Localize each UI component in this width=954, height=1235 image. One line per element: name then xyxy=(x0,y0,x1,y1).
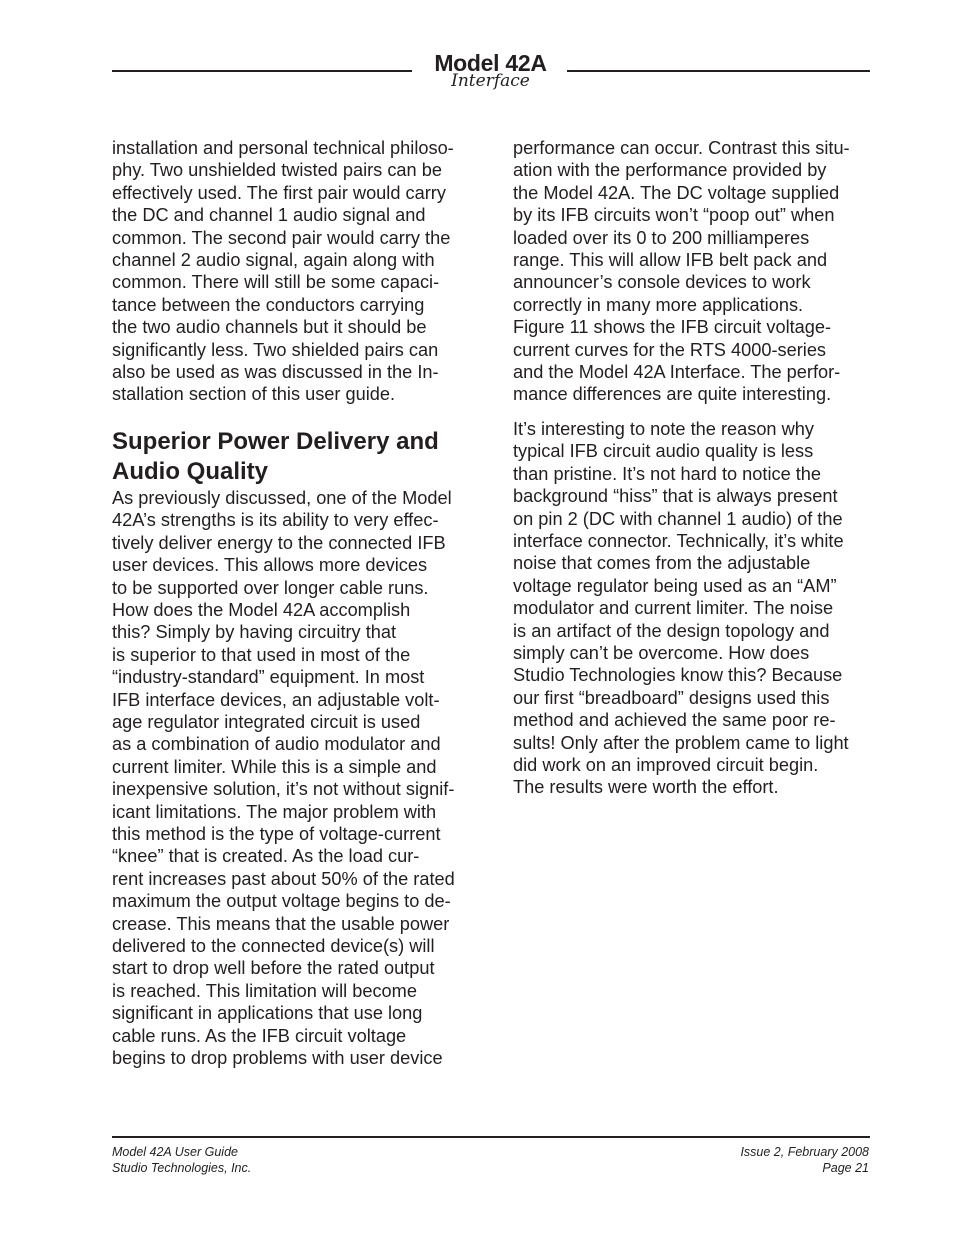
text-line: installation and personal technical philoso- xyxy=(112,138,454,158)
logo-main-text: Model 42A xyxy=(434,50,547,76)
text-line: ation with the performance provided by xyxy=(513,160,827,181)
text-line: IFB interface devices, an adjustable volt- xyxy=(112,689,440,710)
paragraph xyxy=(112,487,482,1070)
text-line: loaded over its 0 to 200 milliamperes xyxy=(513,227,810,248)
text-line: is an artifact of the design topology and xyxy=(513,620,830,641)
text-line: age regulator integrated circuit is used xyxy=(112,711,421,732)
text-line: tively deliver energy to the connected IFB xyxy=(112,532,446,553)
text-line: As previously discussed, one of the Model xyxy=(112,487,452,508)
footer-page-number: Page 21 xyxy=(822,1160,869,1175)
text-line: as a combination of audio modulator and xyxy=(112,734,441,755)
paragraph xyxy=(112,137,482,406)
text-line: effectively used. The first pair would carry xyxy=(112,182,446,203)
text-line: The results were worth the effort. xyxy=(513,777,779,798)
text-line: stallation section of this user guide. xyxy=(112,384,396,405)
text-line: to be supported over longer cable runs. xyxy=(112,577,429,598)
text-line: significant in applications that use long xyxy=(112,1003,423,1024)
text-line: 42A’s strengths is its ability to very effec- xyxy=(112,510,439,531)
text-line: How does the Model 42A accomplish xyxy=(112,599,411,620)
text-line: is superior to that used in most of the xyxy=(112,644,411,665)
footer-company: Studio Technologies, Inc. xyxy=(112,1160,252,1175)
footer-document-title: Model 42A User Guide xyxy=(112,1145,238,1159)
text-line: delivered to the connected device(s) will xyxy=(112,936,435,956)
right-column xyxy=(513,137,873,811)
text-line: this? Simply by having circuitry that xyxy=(112,622,397,643)
text-line: user devices. This allows more devices xyxy=(112,555,428,576)
text-line: current limiter. While this is a simple and xyxy=(112,756,437,777)
paragraph xyxy=(513,137,873,406)
text-line: It’s interesting to note the reason why xyxy=(513,418,814,439)
text-line: announcer’s console devices to work xyxy=(513,272,811,293)
text-line: simply can’t be overcome. How does xyxy=(513,642,810,663)
paragraph xyxy=(513,418,873,799)
text-line: tance between the conductors carrying xyxy=(112,294,425,315)
text-line: maximum the output voltage begins to de- xyxy=(112,891,451,912)
logo-sub-text: Interface xyxy=(451,71,530,91)
text-line: the two audio channels but it should be xyxy=(112,317,427,338)
text-line: start to drop well before the rated output xyxy=(112,958,435,979)
text-line: by its IFB circuits won’t “poop out” when xyxy=(513,205,835,226)
text-line: significantly less. Two shielded pairs can xyxy=(112,339,439,360)
text-line: begins to drop problems with user device xyxy=(112,1048,443,1069)
text-line: and the Model 42A Interface. The perfor- xyxy=(513,362,841,383)
text-line: typical IFB circuit audio quality is less xyxy=(513,441,814,462)
text-line: mance differences are quite interesting. xyxy=(513,384,832,405)
text-line: inexpensive solution, it’s not without signif- xyxy=(112,779,455,800)
text-line: is reached. This limitation will become xyxy=(112,980,417,1001)
text-line: crease. This means that the usable power xyxy=(112,913,450,934)
text-line: common. There will still be some capaci- xyxy=(112,272,440,293)
text-line: channel 2 audio signal, again along with xyxy=(112,250,435,271)
text-line: method and achieved the same poor re- xyxy=(513,710,836,731)
text-line: correctly in many more applications. xyxy=(513,294,804,315)
text-line: Audio Quality xyxy=(112,457,268,485)
text-line: noise that comes from the adjustable xyxy=(513,553,811,574)
text-line: Superior Power Delivery and xyxy=(112,427,439,455)
text-line: background “hiss” that is always present xyxy=(513,486,838,507)
text-line: “knee” that is created. As the load cur- xyxy=(112,846,420,867)
footer-issue: Issue 2, February 2008 xyxy=(740,1145,869,1159)
text-line: sults! Only after the problem came to light xyxy=(513,732,849,753)
text-line: Figure 11 shows the IFB circuit voltage- xyxy=(513,317,832,338)
text-line: did work on an improved circuit begin. xyxy=(513,754,819,775)
text-line: rent increases past about 50% of the rated xyxy=(112,868,455,889)
logo xyxy=(418,50,563,89)
header-rule-left xyxy=(112,70,412,72)
text-line: Studio Technologies know this? Because xyxy=(513,665,843,686)
text-line: performance can occur. Contrast this situ- xyxy=(513,138,850,158)
text-line: also be used as was discussed in the In- xyxy=(112,362,439,383)
text-line: voltage regulator being used as an “AM” xyxy=(513,575,837,596)
text-line: phy. Two unshielded twisted pairs can be xyxy=(112,160,442,181)
text-line: cable runs. As the IFB circuit voltage xyxy=(112,1025,407,1046)
text-line: interface connector. Technically, it’s white xyxy=(513,530,844,551)
text-line: the Model 42A. The DC voltage supplied xyxy=(513,182,840,203)
text-line: current curves for the RTS 4000-series xyxy=(513,339,827,360)
text-line: the DC and channel 1 audio signal and xyxy=(112,205,426,226)
text-line: common. The second pair would carry the xyxy=(112,227,451,248)
header-rule-right xyxy=(567,70,870,72)
text-line: than pristine. It’s not hard to notice the xyxy=(513,463,822,484)
text-line: on pin 2 (DC with channel 1 audio) of the xyxy=(513,508,843,529)
text-line: icant limitations. The major problem with xyxy=(112,801,437,822)
footer-left xyxy=(112,1145,251,1176)
text-line: modulator and current limiter. The noise xyxy=(513,598,834,619)
footer-rule xyxy=(112,1136,870,1138)
section-heading xyxy=(112,427,482,487)
footer-right xyxy=(740,1145,869,1176)
text-line: this method is the type of voltage-current xyxy=(112,823,441,844)
text-line: “industry-standard” equipment. In most xyxy=(112,667,425,688)
text-line: our first “breadboard” designs used this xyxy=(513,687,830,708)
left-column xyxy=(112,137,482,1081)
text-line: range. This will allow IFB belt pack and xyxy=(513,250,828,271)
